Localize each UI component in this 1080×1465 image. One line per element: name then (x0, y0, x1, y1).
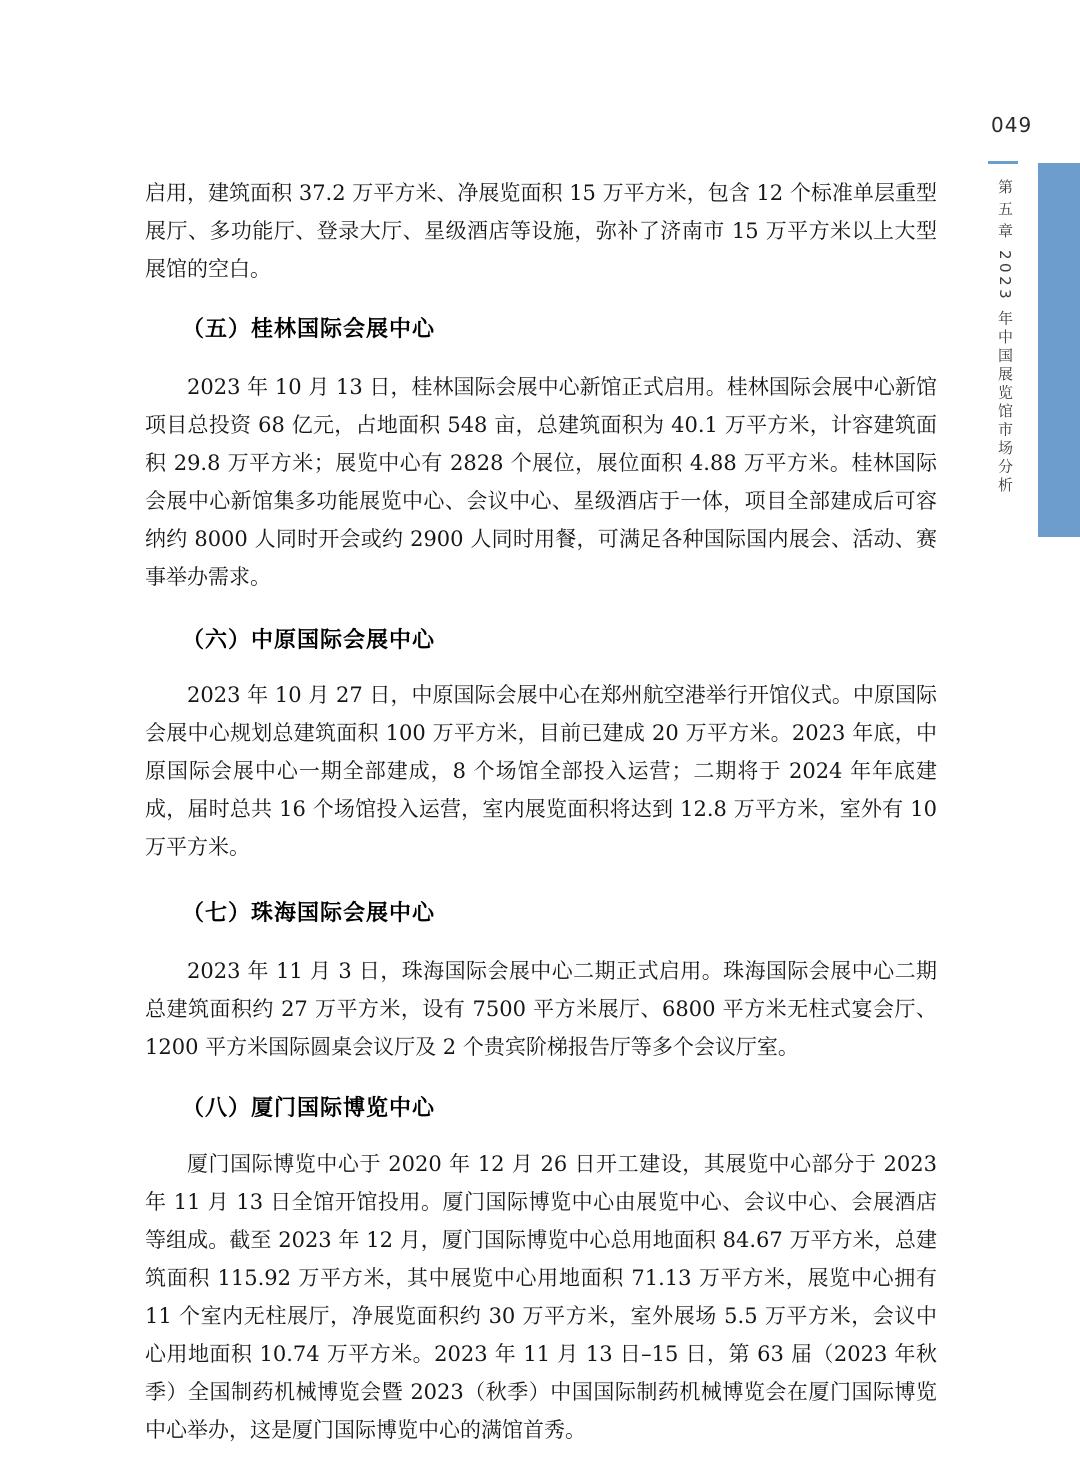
sidebar-chapter-title: 2023 年中国展览馆市场分析 (996, 250, 1014, 496)
section-heading-guilin: （五）桂林国际会展中心 (182, 317, 436, 342)
section-heading-zhuhai: （七）珠海国际会展中心 (182, 901, 436, 926)
accent-dash (988, 161, 1018, 164)
section-paragraph-guilin: 2023 年 10 月 13 日，桂林国际会展中心新馆正式启用。桂林国际会展中心新馆项目总投资 68 亿元，占地面积 548 亩，总建筑面积为 40.1 万平方米，计容建筑面积 29.8 万平方米；展览中心有 2828 个展位，展位面积 4.88 万平方米。桂林国际会展中心新馆集多功能展览中心、会议中心、星级酒店于一体，项目全部建成后可容纳约 8000 人同时开会或约 2900 人同时用餐，可满足各种国际国内展会、活动、赛事举办需求。 (145, 375, 937, 589)
section-paragraph-xiamen: 厦门国际博览中心于 2020 年 12 月 26 日开工建设，其展览中心部分于 2023 年 11 月 13 日全馆开馆投用。厦门国际博览中心由展览中心、会议中心、会展酒店等组成。截至 2023 年 12 月，厦门国际博览中心总用地面积 84.67 万平方米，总建筑面积 115.92 万平方米，其中展览中心用地面积 71.13 万平方米，展览中心拥有 11 个室内无柱展厅，净展览面积约 30 万平方米，室外展场 5.5 万平方米，会议中心用地面积 10.74 万平方米。2023 年 11 月 13 日–15 日，第 63 届（2023 年秋季）全国制药机械博览会暨 2023（秋季）中国国际制药机械博览会在厦门国际博览中心举办，这是厦门国际博览中心的满馆首秀。 (145, 1152, 937, 1442)
page-number: 049 (991, 113, 1033, 137)
section-paragraph-zhuhai: 2023 年 11 月 3 日，珠海国际会展中心二期正式启用。珠海国际会展中心二期总建筑面积约 27 万平方米，设有 7500 平方米展厅、6800 平方米无柱式宴会厅、1200 平方米国际圆桌会议厅及 2 个贵宾阶梯报告厅等多个会议厅室。 (145, 959, 937, 1059)
page-content (145, 0, 937, 1449)
paragraph-continuation: 启用，建筑面积 37.2 万平方米、净展览面积 15 万平方米，包含 12 个标准单层重型展厅、多功能厅、登录大厅、星级酒店等设施，弥补了济南市 15 万平方米以上大型展馆的空白。 (145, 181, 937, 281)
section-heading-zhongyuan: （六）中原国际会展中心 (182, 628, 436, 653)
chapter-accent-bar (1038, 163, 1080, 537)
sidebar-chapter-number: 第五章 (996, 179, 1014, 245)
section-paragraph-zhongyuan: 2023 年 10 月 27 日，中原国际会展中心在郑州航空港举行开馆仪式。中原国际会展中心规划总建筑面积 100 万平方米，目前已建成 20 万平方米。2023 年底，中原国际会展中心一期全部建成，8 个场馆全部投入运营；二期将于 2024 年年底建成，届时总共 16 个场馆投入运营，室内展览面积将达到 12.8 万平方米，室外有 10 万平方米。 (145, 683, 937, 859)
section-heading-xiamen: （八）厦门国际博览中心 (182, 1096, 436, 1121)
